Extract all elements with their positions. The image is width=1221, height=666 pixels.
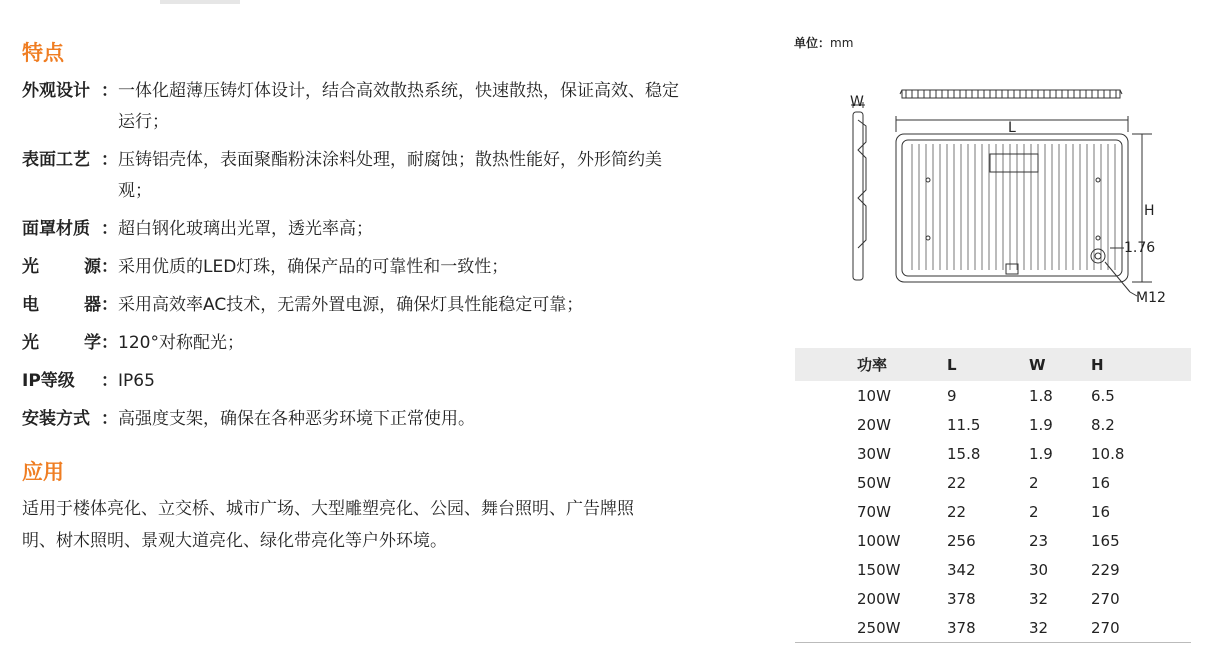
cell-w: 2 <box>1029 502 1039 521</box>
cell-h: 229 <box>1091 560 1120 579</box>
table-row <box>795 410 1191 439</box>
header-l: L <box>947 355 957 374</box>
feature-item <box>22 214 682 245</box>
cell-h: 16 <box>1091 502 1111 521</box>
feature-item <box>22 252 682 283</box>
front-view <box>896 134 1128 282</box>
label-w: W <box>850 94 864 110</box>
cell-h: 10.8 <box>1091 444 1125 463</box>
feature-label: 表面工艺 ： <box>22 145 118 207</box>
feature-label: 外观设计 ： <box>22 76 118 138</box>
feature-label: 电 器 ： <box>22 290 118 321</box>
cell-h: 270 <box>1091 589 1120 608</box>
feature-label: 安装方式 ： <box>22 404 118 435</box>
cell-h: 8.2 <box>1091 415 1115 434</box>
table-row <box>795 468 1191 497</box>
cell-l: 378 <box>947 589 976 608</box>
cell-power: 30W <box>857 444 891 463</box>
table-row <box>795 439 1191 468</box>
feature-text: 一体化超薄压铸灯体设计，结合高效散热系统，快速散热，保证高效、稳定运行； <box>118 81 679 132</box>
cell-h: 165 <box>1091 531 1120 550</box>
feature-text: 采用高效率AC技术，无需外置电源，确保灯具性能稳定可靠； <box>118 295 584 315</box>
label-l: L <box>1008 120 1016 136</box>
feature-text: 压铸铝壳体，表面聚酯粉沫涂料处理，耐腐蚀；散热性能好，外形简约美观； <box>118 150 662 201</box>
feature-item <box>22 145 682 207</box>
feature-label: IP等级 ： <box>22 366 118 397</box>
feature-text: 120°对称配光； <box>118 333 244 353</box>
feature-label-text: 安装方式 <box>22 409 90 429</box>
cell-h: 16 <box>1091 473 1111 492</box>
cell-l: 256 <box>947 531 976 550</box>
cell-power: 50W <box>857 473 891 492</box>
side-view <box>851 102 866 280</box>
cell-h: 270 <box>1091 613 1191 643</box>
cell-w: 32 <box>1029 613 1091 643</box>
cell-power: 150W <box>857 560 901 579</box>
feature-label: 面罩材质 ： <box>22 214 118 245</box>
feature-label-text: 外观设计 <box>22 81 90 101</box>
cell-power: 100W <box>857 531 901 550</box>
spec-table <box>795 348 1191 643</box>
applications-title: 应用 <box>22 460 64 484</box>
table-row <box>795 613 1191 643</box>
cell-w: 1.8 <box>1029 386 1053 405</box>
label-1-76: 1.76 <box>1124 240 1156 256</box>
label-h: H <box>1144 203 1155 219</box>
features-list <box>22 76 682 435</box>
feature-label-text: 光 源 <box>22 257 101 277</box>
left-column <box>22 38 682 557</box>
cell-power: 20W <box>857 415 891 434</box>
cell-l: 9 <box>947 386 957 405</box>
cell-power: 70W <box>857 502 891 521</box>
header-h: H <box>1091 355 1104 374</box>
top-fin-view <box>900 90 1122 98</box>
feature-item <box>22 366 682 397</box>
header-w: W <box>1029 355 1046 374</box>
table-header-row <box>795 348 1191 381</box>
features-title: 特点 <box>22 41 64 65</box>
feature-text: 高强度支架，确保在各种恶劣环境下正常使用。 <box>118 409 475 429</box>
feature-item <box>22 76 682 138</box>
feature-text: 超白钢化玻璃出光罩，透光率高； <box>118 219 373 239</box>
dimension-drawing <box>840 80 1180 320</box>
cell-w: 1.9 <box>1029 444 1053 463</box>
unit-label: 单位： <box>794 36 831 50</box>
applications-text: 适用于楼体亮化、立交桥、城市广场、大型雕塑亮化、公园、舞台照明、广告牌照明、树木照明、景观大道亮化、绿化带亮化等户外环境。 <box>22 499 634 551</box>
feature-item <box>22 328 682 359</box>
table-row <box>795 497 1191 526</box>
unit-value: mm <box>830 36 854 50</box>
cell-w: 1.9 <box>1029 415 1053 434</box>
table-row <box>795 555 1191 584</box>
top-divider-stub <box>160 0 240 4</box>
cell-w: 32 <box>1029 589 1049 608</box>
cell-w: 23 <box>1029 531 1049 550</box>
feature-label-text: 面罩材质 <box>22 219 90 239</box>
feature-label: 光 源 ： <box>22 252 118 283</box>
feature-text: IP65 <box>118 371 155 391</box>
feature-text: 采用优质的LED灯珠，确保产品的可靠性和一致性； <box>118 257 509 277</box>
feature-item <box>22 404 682 435</box>
cell-l: 22 <box>947 473 967 492</box>
table-row <box>795 381 1191 410</box>
label-m12: M12 <box>1136 290 1166 306</box>
cell-w: 2 <box>1029 473 1039 492</box>
cell-power: 250W <box>795 613 947 643</box>
cell-power: 200W <box>857 589 901 608</box>
feature-label-text: 表面工艺 <box>22 150 90 170</box>
cell-l: 11.5 <box>947 415 981 434</box>
cell-l: 22 <box>947 502 967 521</box>
cell-w: 30 <box>1029 560 1049 579</box>
cell-h: 6.5 <box>1091 386 1115 405</box>
unit-note <box>794 34 853 51</box>
feature-label-text: 光 学 <box>22 333 101 353</box>
table-row <box>795 526 1191 555</box>
table-row <box>795 584 1191 613</box>
cell-l: 378 <box>947 613 1029 643</box>
header-power: 功率 <box>857 356 888 374</box>
feature-label-text: IP等级 <box>22 371 75 391</box>
cell-power: 10W <box>857 386 891 405</box>
feature-label-text: 电 器 <box>22 295 101 315</box>
feature-item <box>22 290 682 321</box>
cell-l: 342 <box>947 560 976 579</box>
cell-l: 15.8 <box>947 444 981 463</box>
feature-label: 光 学 ： <box>22 328 118 359</box>
